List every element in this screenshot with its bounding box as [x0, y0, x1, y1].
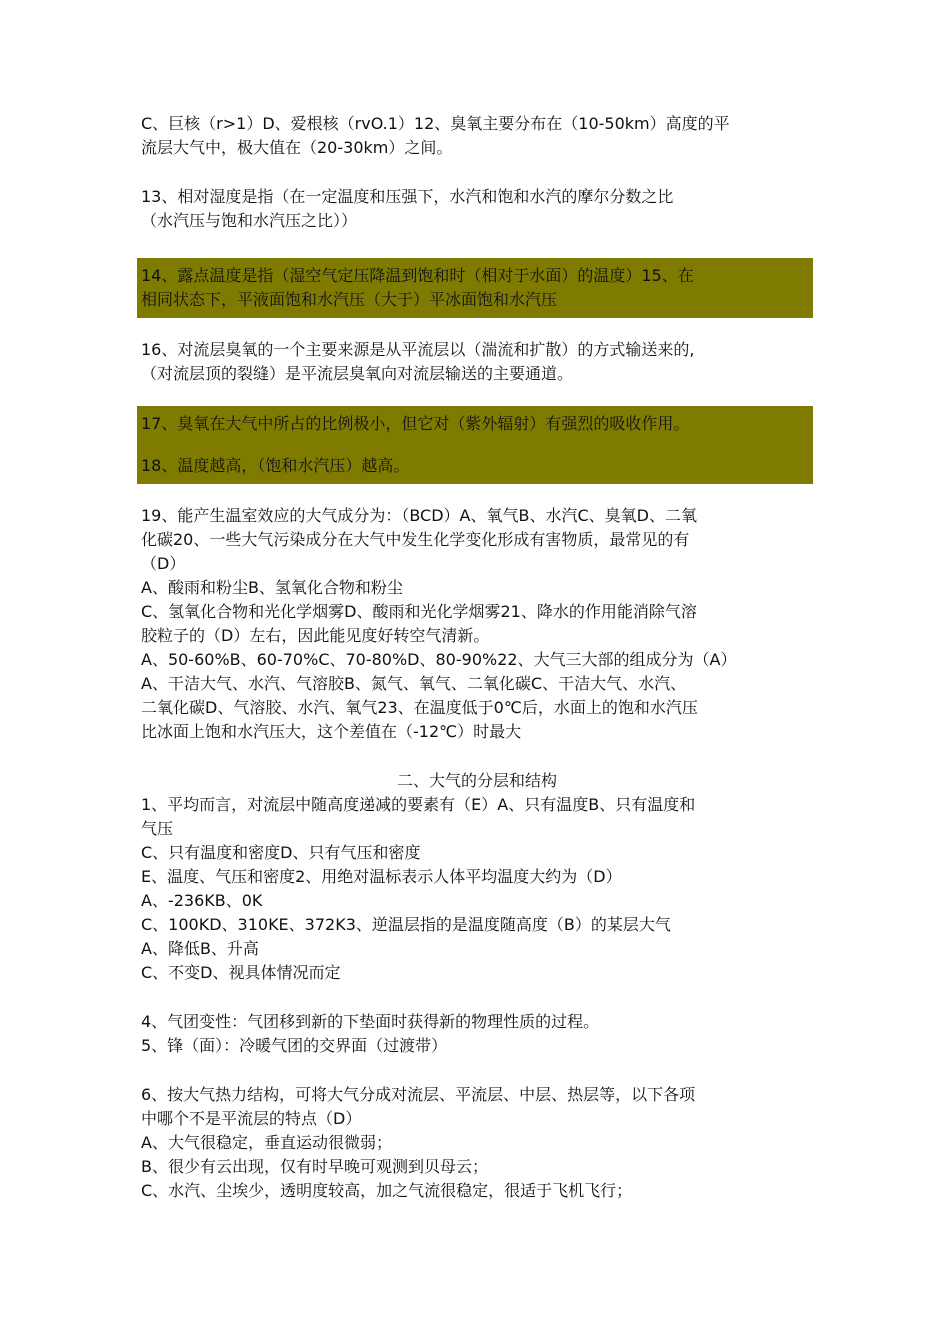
- text-line: （水汽压与饱和水汽压之比））: [141, 211, 358, 230]
- text-line: （对流层顶的裂缝）是平流层臭氧向对流层输送的主要通道。: [141, 364, 574, 383]
- document-body: [141, 112, 813, 1203]
- section-heading: 二、大气的分层和结构: [396, 771, 557, 790]
- text-line: 14、露点温度是指（湿空气定压降温到饱和时（相对于水面）的温度）15、在: [141, 266, 694, 285]
- text-line: 二氧化碳D、气溶胶、水汽、氧气23、在温度低于0℃后，水面上的饱和水汽压: [141, 698, 698, 717]
- text-line: 相同状态下，平液面饱和水汽压（大于）平冰面饱和水汽压: [141, 290, 558, 309]
- text-line: E、温度、气压和密度2、用绝对温标表示人体平均温度大约为（D）: [141, 867, 622, 886]
- text-line: 化碳20、一些大气污染成分在大气中发生化学变化形成有害物质，最常见的有: [141, 530, 690, 549]
- text-line: A、大气很稳定，垂直运动很微弱；: [141, 1133, 392, 1152]
- text-line: 16、对流层臭氧的一个主要来源是从平流层以（湍流和扩散）的方式输送来的,: [141, 340, 695, 359]
- text-line: C、不变D、视具体情况而定: [141, 963, 341, 982]
- text-line: C、100KD、310KE、372K3、逆温层指的是温度随高度（B）的某层大气: [141, 915, 671, 934]
- highlighted-block-17-18: [137, 406, 813, 484]
- text-line: 5、锋（面）：冷暖气团的交界面（过渡带）: [141, 1036, 448, 1055]
- text-line: 流层大气中，极大值在（20-30km）之间。: [141, 138, 453, 157]
- text-line: C、巨核（r>1）D、爱根核（rvO.1）12、臭氧主要分布在（10-50km）高度的平: [141, 114, 730, 133]
- text-line: C、水汽、尘埃少，透明度较高，加之气流很稳定，很适于飞机飞行；: [141, 1181, 633, 1200]
- text-line: 4、气团变性：气团移到新的下垫面时获得新的物理性质的过程。: [141, 1012, 600, 1031]
- text-line: A、干洁大气、水汽、气溶胶B、氮气、氧气、二氧化碳C、干洁大气、水汽、: [141, 674, 687, 693]
- text-line: （D）: [141, 554, 186, 573]
- text-line: A、酸雨和粉尘B、氢氧化合物和粉尘: [141, 578, 403, 597]
- text-line: A、-236KB、0K: [141, 891, 263, 910]
- text-line: C、氢氧化合物和光化学烟雾D、酸雨和光化学烟雾21、降水的作用能消除气溶: [141, 602, 697, 621]
- text-line: 胶粒子的（D）左右，因此能见度好转空气清新。: [141, 626, 490, 645]
- text-line: 1、平均而言，对流层中随高度递减的要素有（E）A、只有温度B、只有温度和: [141, 795, 696, 814]
- text-line: 气压: [141, 819, 174, 838]
- text-line: 17、臭氧在大气中所占的比例极小，但它对（紫外辐射）有强烈的吸收作用。: [141, 414, 690, 433]
- text-line: 13、相对湿度是指（在一定温度和压强下，水汽和饱和水汽的摩尔分数之比: [141, 187, 674, 206]
- text-line: B、很少有云出现，仅有时早晚可观测到贝母云；: [141, 1157, 488, 1176]
- text-line: 18、温度越高，（饱和水汽压）越高。: [141, 456, 410, 475]
- text-line: C、只有温度和密度D、只有气压和密度: [141, 843, 421, 862]
- text-line: 比冰面上饱和水汽压大，这个差值在（-12℃）时最大: [141, 722, 522, 741]
- text-line: 中哪个不是平流层的特点（D）: [141, 1109, 362, 1128]
- text-line: A、50-60%B、60-70%C、70-80%D、80-90%22、大气三大部的组成分为（A）: [141, 650, 737, 669]
- text-line: 19、能产生温室效应的大气成分为：（BCD）A、氧气B、水汽C、臭氧D、二氧: [141, 506, 697, 525]
- text-line: A、降低B、升高: [141, 939, 259, 958]
- highlighted-block-14-15: [137, 258, 813, 318]
- text-line: 6、按大气热力结构，可将大气分成对流层、平流层、中层、热层等，以下各项: [141, 1085, 696, 1104]
